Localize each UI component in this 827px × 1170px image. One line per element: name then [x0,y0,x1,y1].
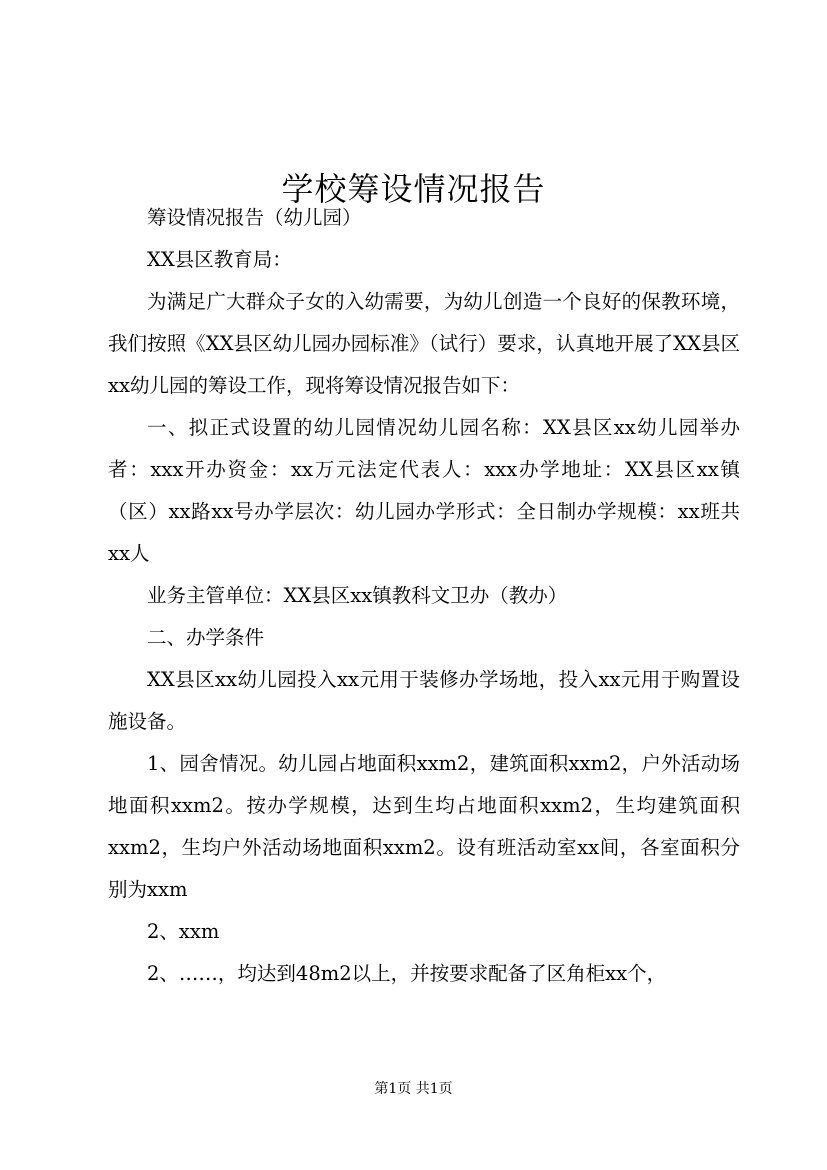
paragraph-item-2a: 2、xxm [147,920,220,943]
document-title: 学校筹设情况报告 [281,170,546,209]
paragraph-investment: XX县区xx幼儿园投入xx元用于装修办学场地，投入xx元用于购置设施设备。 [108,668,740,733]
paragraph-heading: 筹设情况报告（幼儿园） [147,206,362,229]
paragraph-recipient: XX县区教育局： [147,248,292,271]
document-body [108,197,740,995]
paragraph-section-1: 一、拟正式设置的幼儿园情况幼儿园名称：XX县区xx幼儿园举办者：xxx开办资金：xx万元法定代表人：xxx办学地址：XX县区xx镇（区）xx路xx号办学层次：幼儿园办学形式：全日制办学规模：xx班共xx人 [108,416,740,565]
page-footer: 第1页 共1页 [374,1081,453,1097]
paragraph-buildings: 1、园舍情况。幼儿园占地面积xxm2，建筑面积xxm2，户外活动场地面积xxm2。按办学规模，达到生均占地面积xxm2，生均建筑面积xxm2，生均户外活动场地面积xxm2。设有班活动室xx间，各室面积分别为xxm [108,752,740,901]
paragraph-intro: 为满足广大群众子女的入幼需要，为幼儿创造一个良好的保教环境，我们按照《XX县区幼儿园办园标准》（试行）要求，认真地开展了XX县区xx幼儿园的筹设工作，现将筹设情况报告如下： [108,290,740,397]
paragraph-item-2b: 2、……，均达到48m2以上，并按要求配备了区角柜xx个， [147,962,667,985]
paragraph-supervisor: 业务主管单位：XX县区xx镇教科文卫办（教办） [147,584,568,607]
paragraph-section-2: 二、办学条件 [147,626,265,649]
